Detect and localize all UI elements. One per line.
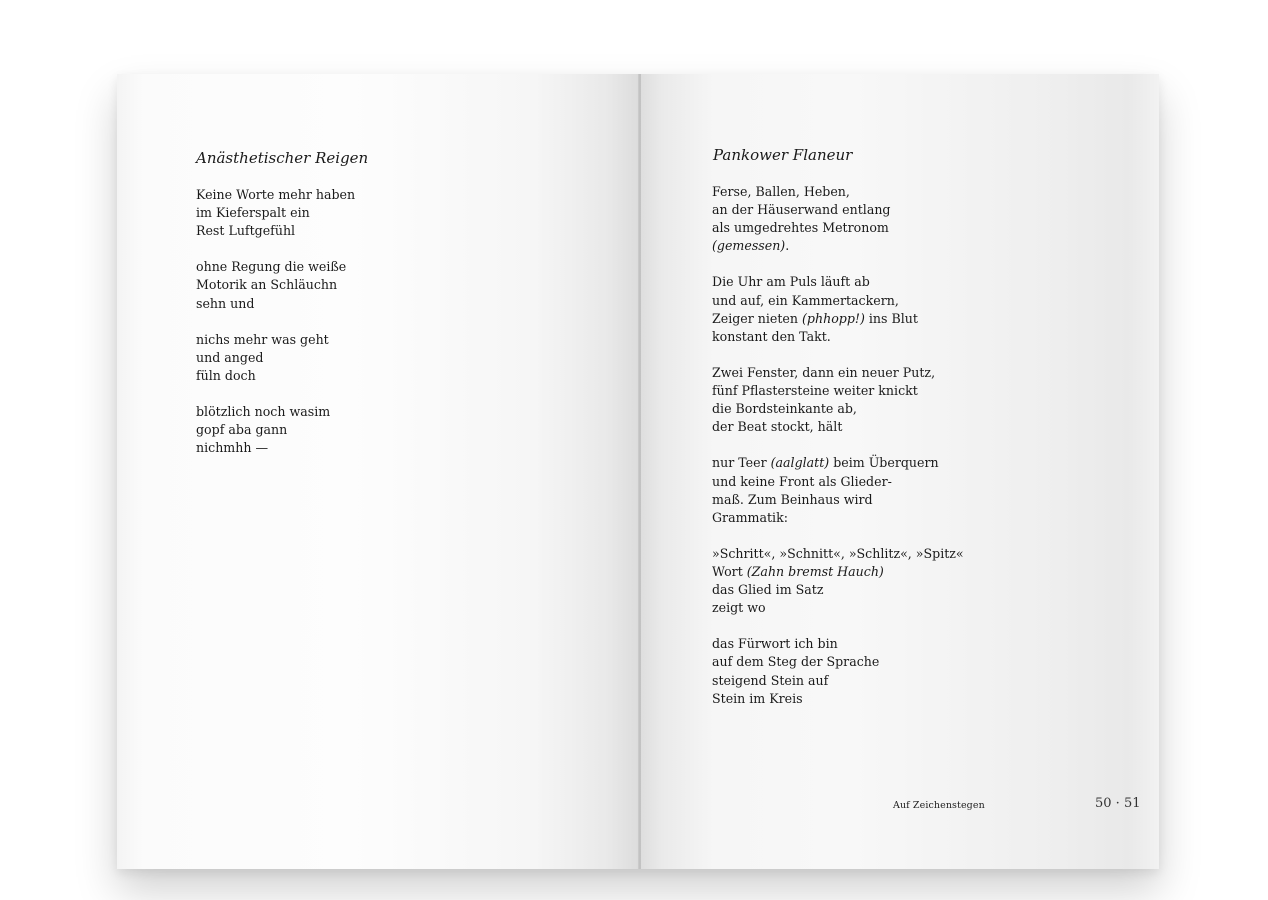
poem-line: [712, 237, 964, 255]
line-text: das Fürwort ich bin: [712, 636, 838, 652]
open-book: [117, 74, 1159, 869]
italic-aside: (aalglatt): [770, 455, 830, 471]
poem-line: [712, 183, 964, 201]
line-text: beim Überquern: [829, 455, 939, 471]
stanza: [712, 273, 964, 345]
line-text: .: [785, 238, 790, 254]
poem-line: [712, 292, 964, 310]
line-text: als umgedrehtes Metronom: [712, 220, 889, 236]
line-text: und keine Front als Glieder-: [712, 473, 892, 489]
poem-body: [712, 183, 964, 708]
page-numbers: 50 · 51: [1095, 796, 1141, 811]
line-text: das Glied im Satz: [712, 582, 824, 598]
stanza: [712, 364, 964, 436]
poem-line: [712, 672, 964, 690]
poem-line: Motorik an Schläuchn: [196, 277, 338, 293]
line-text: Zwei Fenster, dann ein neuer Putz,: [712, 364, 936, 380]
line-text: maß. Zum Beinhaus wird: [712, 491, 873, 507]
italic-aside: (gemessen): [712, 238, 786, 254]
line-text: Wort: [712, 563, 747, 579]
poem-title: Anästhetischer Reigen: [196, 149, 369, 167]
line-text: Zeiger nieten: [712, 310, 802, 326]
poem-line: [712, 310, 964, 328]
poem-body: [196, 186, 355, 457]
stanza: [196, 331, 355, 385]
poem-line: ohne Regung die weiße: [196, 259, 347, 275]
poem-line: [712, 454, 964, 472]
poem-line: Rest Luftgefühl: [196, 223, 296, 239]
line-text: Stein im Kreis: [712, 690, 803, 706]
poem-line: [712, 382, 964, 400]
poem-line: Keine Worte mehr haben: [196, 187, 356, 202]
poem-line: [712, 690, 964, 708]
poem-line: [712, 400, 964, 418]
line-text: zeigt wo: [712, 600, 766, 616]
line-text: der Beat stockt, hält: [712, 419, 843, 435]
stanza: [712, 545, 964, 617]
poem-line: [712, 509, 964, 527]
poem-line: [712, 491, 964, 509]
line-text: fünf Pflastersteine weiter knickt: [712, 383, 918, 399]
line-text: auf dem Steg der Sprache: [712, 654, 880, 670]
left-page: [117, 74, 639, 869]
line-text: und auf, ein Kammertackern,: [712, 292, 899, 308]
poem-line: im Kieferspalt ein: [196, 205, 310, 221]
line-text: steigend Stein auf: [712, 672, 829, 688]
poem-line: füln doch: [196, 367, 256, 383]
poem-line: [712, 653, 964, 671]
stanza: [196, 186, 355, 240]
stanza: [196, 258, 355, 312]
poem-line: [712, 418, 964, 436]
poem-line: [712, 473, 964, 491]
poem-line: [712, 545, 964, 563]
poem-line: nichmhh —: [196, 440, 269, 456]
line-text: an der Häuserwand entlang: [712, 202, 891, 218]
stanza: [712, 183, 964, 255]
poem-line: [712, 328, 964, 346]
poem-line: [712, 201, 964, 219]
poem-line: und anged: [196, 349, 264, 365]
poem-line: [712, 219, 964, 237]
right-page: [641, 74, 1159, 869]
poem-line: [712, 635, 964, 653]
line-text: »Schritt«, »Schnitt«, »Schlitz«, »Spitz«: [712, 545, 964, 561]
line-text: die Bordsteinkante ab,: [712, 401, 857, 417]
poem-line: [712, 581, 964, 599]
line-text: nur Teer: [712, 455, 771, 471]
italic-aside: (Zahn bremst Hauch): [746, 563, 884, 579]
poem-line: gopf aba gann: [196, 422, 288, 438]
poem-line: [712, 599, 964, 617]
poem-line: nichs mehr was geht: [196, 331, 329, 347]
stanza: [196, 403, 355, 457]
running-footer-title: Auf Zeichenstegen: [893, 800, 985, 811]
poem-title: Pankower Flaneur: [713, 146, 853, 164]
stanza: [712, 454, 964, 526]
line-text: Ferse, Ballen, Heben,: [712, 184, 850, 199]
poem-line: sehn und: [196, 295, 255, 311]
line-text: Die Uhr am Puls läuft ab: [712, 274, 870, 290]
line-text: Grammatik:: [712, 509, 788, 525]
stanza: [712, 635, 964, 707]
poem-line: blötzlich noch wasim: [196, 404, 331, 420]
line-text: konstant den Takt.: [712, 328, 831, 344]
line-text: ins Blut: [864, 310, 918, 326]
italic-aside: (phhopp!): [802, 310, 865, 326]
poem-line: [712, 364, 964, 382]
poem-line: [712, 563, 964, 581]
poem-line: [712, 273, 964, 291]
